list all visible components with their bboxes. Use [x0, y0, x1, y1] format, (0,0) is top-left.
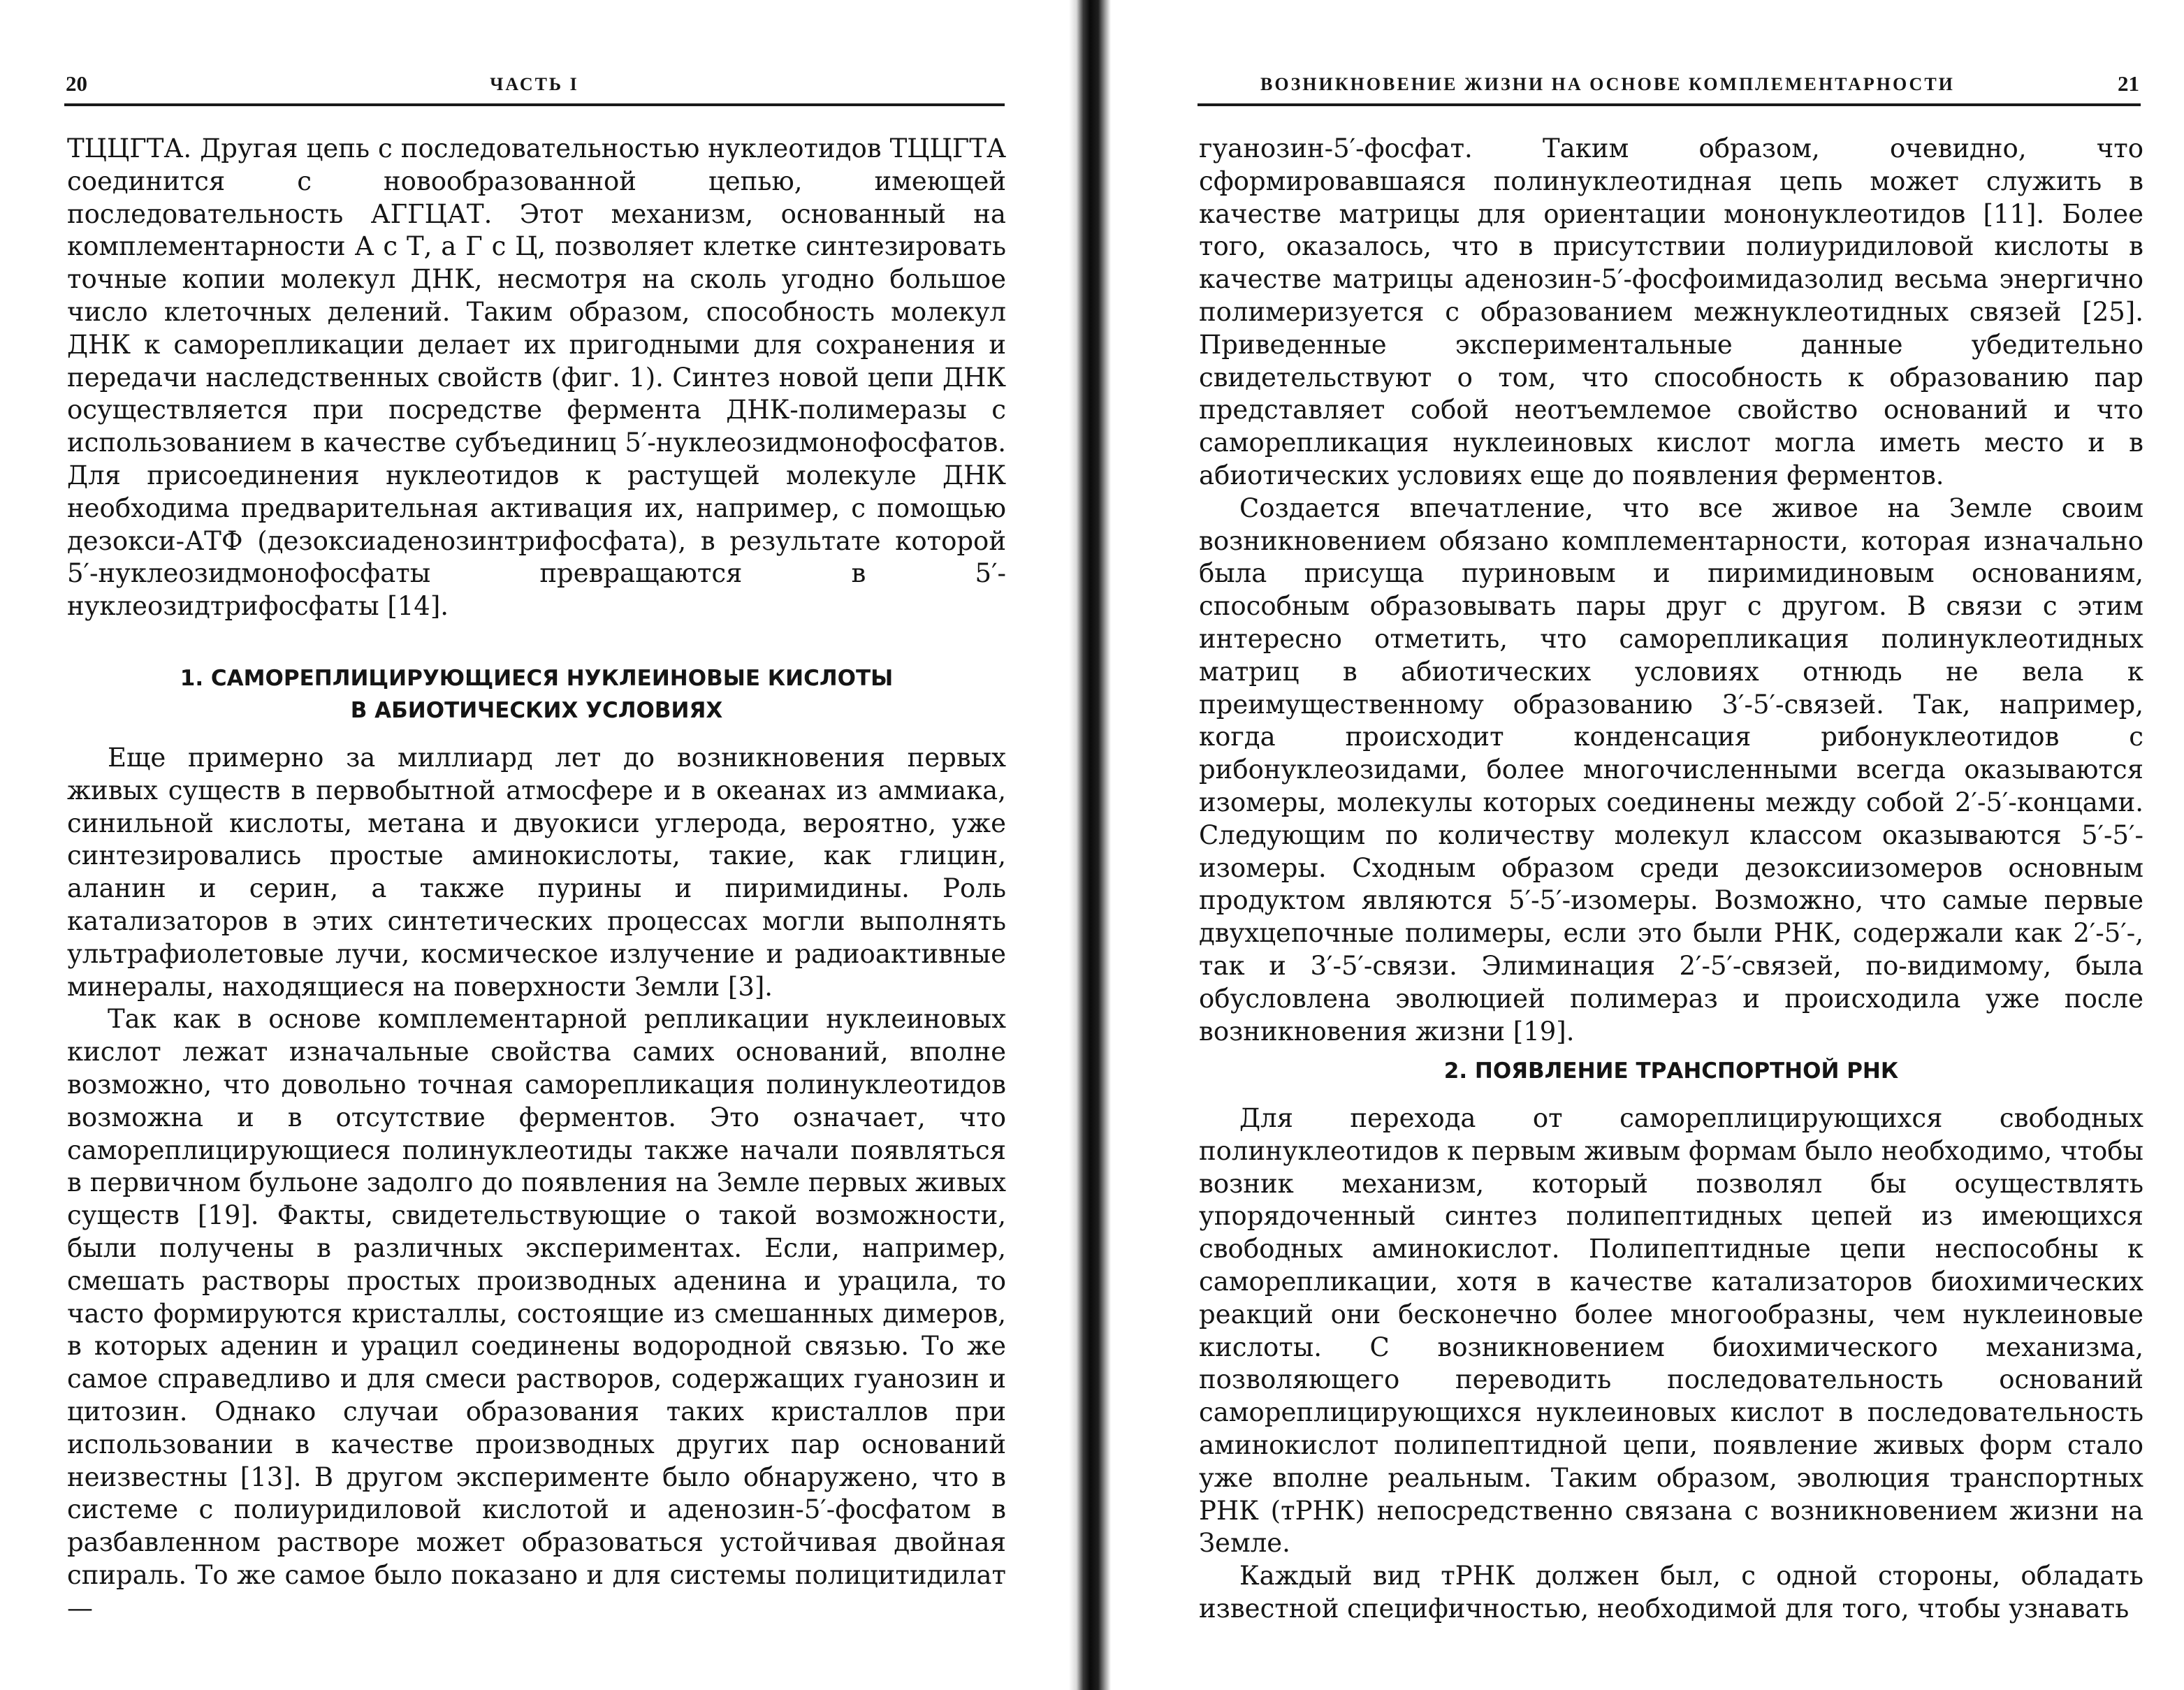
left-paragraph-3: Так как в основе комплементарной репликации нуклеиновых кислот лежат изначальные свойства самих оснований, вполне возможно, что довольно точная саморепликация полинуклеотидов возможна и в отсутствие ферментов. Это означает, что самореплицирующиеся полинуклеотиды также начали появляться в первичном бульоне задолго до появления на Земле первых живых существ [19]. Факты, свидетельствующие о такой возможности, были получены в различных экспериментах. Если, например, смешать растворы простых производных аденина и урацила, то часто формируются кристаллы, состоящие из смешанных димеров, в которых аденин и урацил соединены водородной связью. То же самое справедливо и для смеси растворов, содержащих гуанозин и цитозин. Однако случаи образования таких кристаллов при использовании в качестве производных других пар оснований неизвестны [13]. В другом эксперименте было обнаружено, что в системе с полиуридиловой кислотой и аденозин-5′-фосфатом в разбавленном растворе может образоваться устойчивая двойная спираль. То же самое было показано и для системы полицитидилат —	[67, 1004, 1006, 1623]
left-heading-line-2: В АБИОТИЧЕСКИХ УСЛОВИЯХ	[350, 698, 723, 723]
book-gutter-shadow	[1069, 0, 1111, 1690]
left-page-number: 20	[66, 71, 87, 96]
right-section-heading	[1199, 1055, 2143, 1087]
right-running-title: ВОЗНИКНОВЕНИЕ ЖИЗНИ НА ОСНОВЕ КОМПЛЕМЕНТАРНОСТИ	[1260, 74, 1955, 94]
left-text-bottom	[67, 742, 1006, 1625]
left-page	[0, 0, 1069, 1690]
left-heading-line-1: 1. САМОРЕПЛИЦИРУЮЩИЕСЯ НУКЛЕИНОВЫЕ КИСЛОТЫ	[180, 666, 894, 691]
right-paragraph-3: Для перехода от самореплицирующихся свободных полинуклеотидов к первым живым формам было необходимо, чтобы возник механизм, который позволял бы осуществлять упорядоченный синтез полипептидных цепей из имеющихся свободных аминокислот. Полипептидные цепи неспособны к саморепликации, хотя в качестве катализаторов биохимических реакций они бесконечно более многообразны, чем нуклеиновые кислоты. С возникновением биохимического механизма, позволяющего переводить последовательность оснований самореплицирующихся нуклеиновых кислот в последовательность аминокислот полипептидной цепи, появление живых форм стало уже вполне реальным. Таким образом, эволюция транспортных РНК (тРНК) непосредственно связана с возникновением жизни на Земле.	[1199, 1103, 2143, 1559]
left-section-heading	[67, 662, 1006, 727]
left-text-top	[67, 133, 1006, 623]
right-page-number: 21	[2118, 71, 2139, 96]
right-paragraph-1: гуанозин-5′-фосфат. Таким образом, очевидно, что сформировавшаяся полинуклеотидная цепь может служить в качестве матрицы для ориентации мононуклеотидов [11]. Более того, оказалось, что в присутствии полиуридиловой кислоты в качестве матрицы аденозин-5′-фосфоимидазолид весьма энергично полимеризуется с образованием межнуклеотидных связей [25]. Приведенные экспериментальные данные убедительно свидетельствуют о том, что способность к образованию пар представляет собой неотъемлемое свойство оснований и что саморепликация нуклеиновых кислот могла иметь место и в абиотических условиях еще до появления ферментов.	[1199, 133, 2143, 490]
left-running-head	[64, 70, 1005, 106]
left-running-title: ЧАСТЬ I	[490, 74, 579, 94]
left-paragraph-2: Еще примерно за миллиард лет до возникновения первых живых существ в первобытной атмосфере и в океанах из аммиака, синильной кислоты, метана и двуокиси углерода, вероятно, уже синтезировались простые аминокислоты, такие, как глицин, аланин и серин, а также пурины и пиримидины. Роль катализаторов в этих синтетических процессах могли выполнять ультрафиолетовые лучи, космическое излучение и радиоактивные минералы, находящиеся на поверхности Земли [3].	[67, 743, 1006, 1002]
right-running-head	[1197, 70, 2141, 106]
right-heading: 2. ПОЯВЛЕНИЕ ТРАНСПОРТНОЙ РНК	[1443, 1058, 1899, 1084]
left-paragraph-1: ТЦЦГТА. Другая цепь с последовательностью нуклеотидов ТЦЦГТА соединится с новообразованной цепью, имеющей последовательность АГГЦАТ. Этот механизм, основанный на комплементарности А с Т, а Г с Ц, позволяет клетке синтезировать точные копии молекул ДНК, несмотря на сколь угодно большое число клеточных делений. Таким образом, способность молекул ДНК к саморепликации делает их пригодными для сохранения и передачи наследственных свойств (фиг. 1). Синтез новой цепи ДНК осуществляется при посредстве фермента ДНК-полимеразы с использованием в качестве субъединиц 5′-нуклеозидмонофосфатов. Для присоединения нуклеотидов к растущей молекуле ДНК необходима предварительная активация их, например, с помощью дезокси-АТФ (дезоксиаденозинтрифосфата), в результате которой 5′-нуклеозидмонофосфаты превращаются в 5′-нуклеозидтрифосфаты [14].	[67, 133, 1006, 622]
right-text-bottom	[1199, 1102, 2143, 1626]
right-paragraph-2: Создается впечатление, что все живое на Земле своим возникновением обязано комплементарности, которая изначально была присуща пуриновым и пиримидиновым основаниям, способным образовывать пары друг с другом. В связи с этим интересно отметить, что саморепликация полинуклеотидных матриц в абиотических условиях отнюдь не вела к преимущественному образованию 3′-5′-связей. Так, например, когда происходит конденсация рибонуклеотидов с рибонуклеозидами, более многочисленными всегда оказываются изомеры, молекулы которых соединены между собой 2′-5′-концами. Следующим по количеству молекул классом оказываются 5′-5′-изомеры. Сходным образом среди дезоксиизомеров основным продуктом являются 5′-5′-изомеры. Возможно, что самые первые двухцепочные полимеры, если это были РНК, содержали как 2′-5′-, так и 3′-5′-связи. Элиминация 2′-5′-связей, по-видимому, была обусловлена эволюцией полимераз и происходила уже после возникновения жизни [19].	[1199, 493, 2143, 1047]
right-page	[1111, 0, 2184, 1690]
right-text-top	[1199, 133, 2143, 1048]
right-paragraph-4: Каждый вид тРНК должен был, с одной стороны, обладать известной специфичностью, необходимой для того, чтобы узнавать	[1199, 1561, 2143, 1624]
